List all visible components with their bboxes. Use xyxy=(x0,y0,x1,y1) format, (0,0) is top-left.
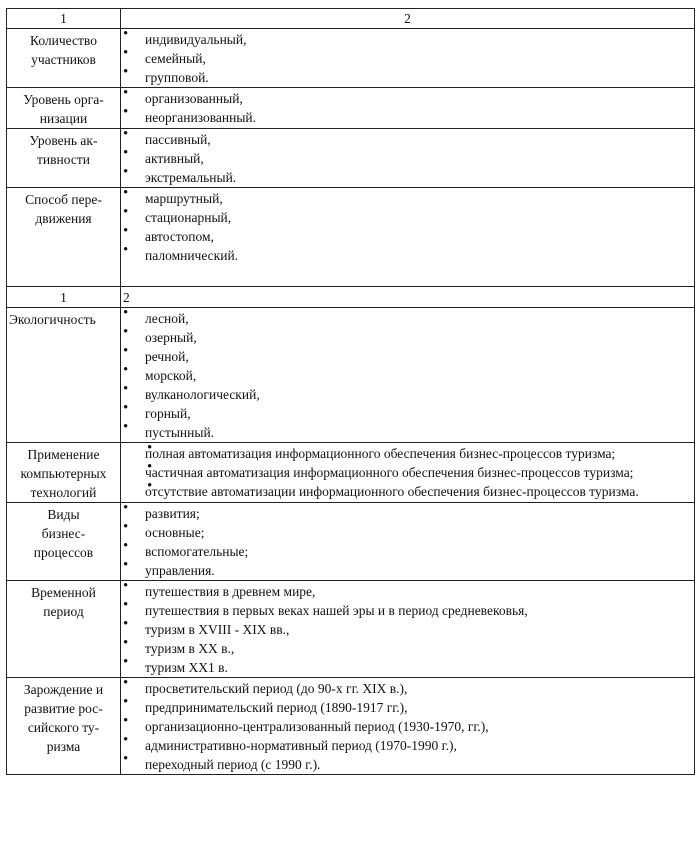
table-row xyxy=(7,88,695,129)
list-item: • лесной, xyxy=(121,309,694,328)
table-row xyxy=(7,29,695,88)
header-col-1: 1 xyxy=(7,287,121,308)
row-items xyxy=(121,503,695,581)
row-items xyxy=(121,88,695,129)
item-list xyxy=(121,444,694,501)
list-item: • путешествия в древнем мире, xyxy=(121,582,694,601)
list-item: • неорганизованный. xyxy=(121,108,694,127)
list-item: • основные; xyxy=(121,523,694,542)
list-item: • автостопом, xyxy=(121,227,694,246)
list-item: • управления. xyxy=(121,561,694,580)
item-list xyxy=(121,130,694,187)
item-list xyxy=(121,30,694,87)
table-header-row xyxy=(7,287,695,308)
table-row xyxy=(7,581,695,678)
list-item: • пассивный, xyxy=(121,130,694,149)
row-items xyxy=(121,678,695,775)
row-items xyxy=(121,129,695,188)
list-item: • просветительский период (до 90-х гг. XIX в.), xyxy=(121,679,694,698)
row-category: Экологичность xyxy=(7,308,121,443)
header-col-2: 2 xyxy=(121,287,695,308)
item-list xyxy=(121,189,694,265)
row-items xyxy=(121,443,695,503)
table-row xyxy=(7,188,695,287)
classification-table-1 xyxy=(6,8,695,287)
table-header-row xyxy=(7,9,695,29)
list-item: • полная автоматизация информационного обеспечения бизнес-процессов туризма; xyxy=(121,444,694,463)
list-item: • административно-нормативный период (1970-1990 г.), xyxy=(121,736,694,755)
table-row xyxy=(7,129,695,188)
list-item: • морской, xyxy=(121,366,694,385)
list-item: • озерный, xyxy=(121,328,694,347)
row-category: Временной период xyxy=(7,581,121,678)
table-row xyxy=(7,678,695,775)
classification-table-2 xyxy=(6,286,695,775)
row-category: Уровень ак- тивности xyxy=(7,129,121,188)
row-category: Применение компьютерных технологий xyxy=(7,443,121,503)
list-item: • туризм в XX в., xyxy=(121,639,694,658)
header-col-1: 1 xyxy=(7,9,121,29)
list-item: • маршрутный, xyxy=(121,189,694,208)
row-items xyxy=(121,308,695,443)
list-item: • отсутствие автоматизации информационного обеспечения бизнес-процессов туризма. xyxy=(121,482,694,501)
list-item: • вулканологический, xyxy=(121,385,694,404)
row-category: Зарождение и развитие рос- сийского ту- ризма xyxy=(7,678,121,775)
list-item: • организационно-централизованный период (1930-1970, гг.), xyxy=(121,717,694,736)
list-item: • туризм XX1 в. xyxy=(121,658,694,677)
row-category: Способ пере- движения xyxy=(7,188,121,287)
item-list xyxy=(121,89,694,127)
item-list xyxy=(121,582,694,677)
list-item: • частичная автоматизация информационного обеспечения бизнес-процессов туризма; xyxy=(121,463,694,482)
list-item: • предпринимательский период (1890-1917 гг.), xyxy=(121,698,694,717)
list-item: • путешествия в первых веках нашей эры и в период средневековья, xyxy=(121,601,694,620)
header-col-2: 2 xyxy=(121,9,695,29)
list-item: • речной, xyxy=(121,347,694,366)
item-list xyxy=(121,309,694,442)
row-items xyxy=(121,29,695,88)
list-item: • паломнический. xyxy=(121,246,694,265)
list-item: • переходный период (с 1990 г.). xyxy=(121,755,694,774)
list-item: • групповой. xyxy=(121,68,694,87)
row-category: Виды бизнес- процессов xyxy=(7,503,121,581)
list-item: • стационарный, xyxy=(121,208,694,227)
list-item: • пустынный. xyxy=(121,423,694,442)
list-item: • вспомогательные; xyxy=(121,542,694,561)
list-item: • активный, xyxy=(121,149,694,168)
table-row xyxy=(7,308,695,443)
list-item: • экстремальный. xyxy=(121,168,694,187)
row-items xyxy=(121,188,695,287)
list-item: • организованный, xyxy=(121,89,694,108)
item-list xyxy=(121,504,694,580)
list-item: • туризм в XVIII - XIX вв., xyxy=(121,620,694,639)
item-list xyxy=(121,679,694,774)
document-page xyxy=(6,8,694,775)
list-item: • индивидуальный, xyxy=(121,30,694,49)
list-item: • развития; xyxy=(121,504,694,523)
table-row xyxy=(7,503,695,581)
row-category: Уровень орга- низации xyxy=(7,88,121,129)
list-item: • горный, xyxy=(121,404,694,423)
row-category: Количество участников xyxy=(7,29,121,88)
list-item: • семейный, xyxy=(121,49,694,68)
table-row xyxy=(7,443,695,503)
row-items xyxy=(121,581,695,678)
